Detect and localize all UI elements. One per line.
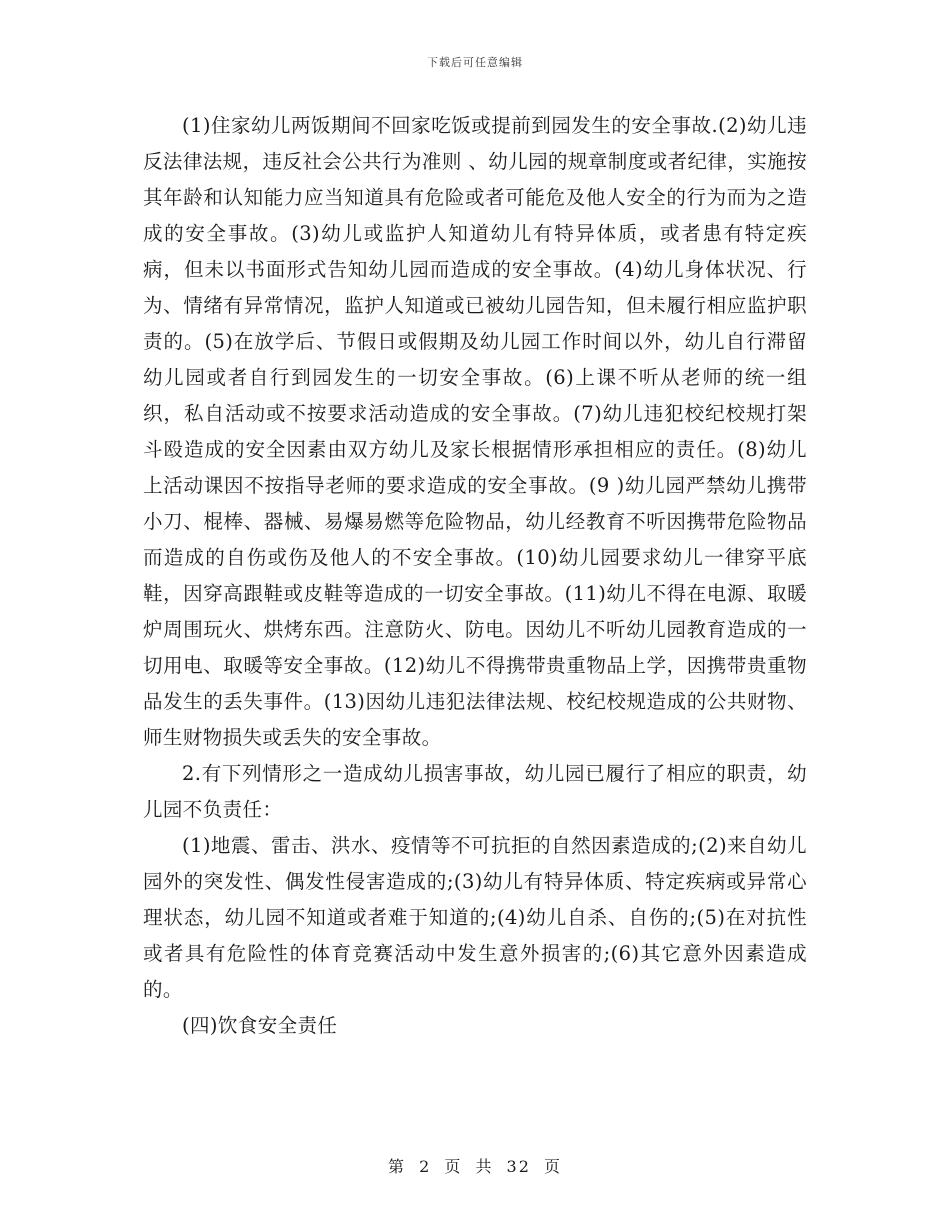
paragraph-no-liability-cases: (1)地震、雷击、洪水、疫情等不可抗拒的自然因素造成的;(2)来自幼儿园外的突发性、偶发性侵害造成的;(3)幼儿有特异体质、特定疾病或异常心理状态，幼儿园不知道或者难于知道的;(4)幼儿自杀、自伤的;(5)在对抗性或者具有危险性的体育竞赛活动中发生意外损害的;(6)其它意外因素造成的。: [143, 834, 807, 1001]
paragraph-no-liability-heading: 2.有下列情形之一造成幼儿损害事故，幼儿园已履行了相应的职责，幼儿园不负责任：: [143, 762, 807, 821]
document-body: [143, 108, 807, 1044]
paragraph-exemption-cases: (1)住家幼儿两饭期间不回家吃饭或提前到园发生的安全事故.(2)幼儿违反法律法规，违反社会公共行为准则 、幼儿园的规章制度或者纪律，实施按其年龄和认知能力应当知道具有危险或者可能危及他人安全的行为而为之造成的安全事故。(3)幼儿或监护人知道幼儿有特异体质，或者患有特定疾病，但未以书面形式告知幼儿园而造成的安全事故。(4)幼儿身体状况、行为、情绪有异常情况，监护人知道或已被幼儿园告知，但未履行相应监护职责的。(5)在放学后、节假日或假期及幼儿园工作时间以外，幼儿自行滞留幼儿园或者自行到园发生的一切安全事故。(6)上课不听从老师的统一组织，私自活动或不按要求活动造成的安全事故。(7)幼儿违犯校纪校规打架斗殴造成的安全因素由双方幼儿及家长根据情形承担相应的责任。(8)幼儿上活动课因不按指导老师的要求造成的安全事故。(9 )幼儿园严禁幼儿携带小刀、棍棒、器械、易爆易燃等危险物品，幼儿经教育不听因携带危险物品而造成的自伤或伤及他人的不安全事故。(10)幼儿园要求幼儿一律穿平底鞋，因穿高跟鞋或皮鞋等造成的一切安全事故。(11)幼儿不得在电源、取暖炉周围玩火、烘烤东西。注意防火、防电。因幼儿不听幼儿园教育造成的一切用电、取暖等安全事故。(12)幼儿不得携带贵重物品上学，因携带贵重物品发生的丢失事件。(13)因幼儿违犯法律法规、校纪校规造成的公共财物、师生财物损失或丢失的安全事故。: [143, 114, 807, 749]
page-header-note: 下载后可任意编辑: [427, 56, 523, 69]
section-heading-food-safety: (四)饮食安全责任: [182, 1014, 338, 1037]
page-number-footer: 第 2 页 共 32 页: [388, 1157, 562, 1176]
